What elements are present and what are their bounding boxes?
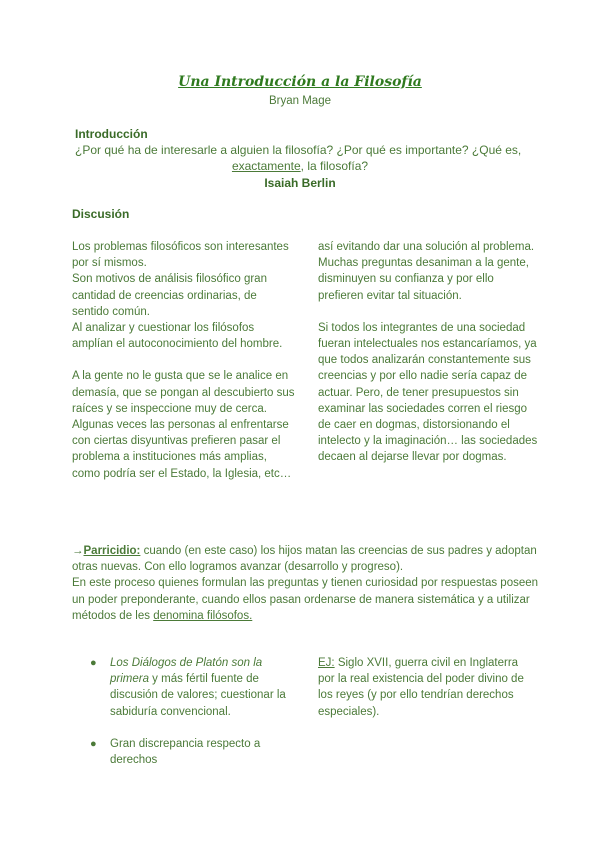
parricidio-paragraph-2 xyxy=(72,575,542,624)
document-author: Bryan Mage xyxy=(268,95,331,107)
intro-question-line2 xyxy=(0,159,600,173)
discussion-left-column xyxy=(72,239,297,482)
list-item xyxy=(90,736,290,768)
intro-question-underlined: exactamente xyxy=(231,159,301,173)
left-paragraph: A la gente no le gusta que se le analice en demasía, que se pongan al descubierto sus raíces y se inspeccione muy de cerca. xyxy=(72,370,295,415)
list-item xyxy=(90,655,290,720)
left-paragraph: Los problemas filosóficos son interesantes por sí mismos. xyxy=(72,241,289,270)
bullet-icon: ● xyxy=(90,657,97,669)
left-paragraph: Son motivos de análisis filosófico gran cantidad de creencias ordinarias, de sentido común. xyxy=(72,273,267,318)
bullet-icon: ● xyxy=(90,737,97,750)
bullet-italic: Los Diálogos de Platón son la primera xyxy=(110,657,263,686)
right-paragraph: Si todos los integrantes de una sociedad fueran intelectuales nos estancaríamos, ya que todos analizarán constantemente sus creencias y por ello nadie sería capaz de actuar. Pero, de tener presupuestos sin examinar las sociedades corren el riesgo de caer en dogmas, distorsionando el intelecto y la imaginación… las sociedades decaen al dejarse llevar por dogmas. xyxy=(318,321,538,464)
parricidio-paragraph xyxy=(72,543,542,575)
document-title: Una Introducción a la Filosofía xyxy=(178,74,422,90)
intro-heading: Introducción xyxy=(75,127,148,141)
intro-attribution: Isaiah Berlin xyxy=(264,176,336,190)
discussion-right-column xyxy=(318,239,540,466)
example-block xyxy=(318,655,533,720)
parricidio-term: Parricidio: xyxy=(83,545,141,557)
intro-question-rest: , la filosofía? xyxy=(300,159,369,173)
discussion-heading: Discusión xyxy=(72,207,130,221)
right-paragraph: así evitando dar una solución al problema. xyxy=(318,241,535,253)
example-label: EJ: xyxy=(318,657,335,669)
parricidio-section xyxy=(72,543,542,624)
example-text: Siglo XVII, guerra civil en Inglaterra por la real existencia del poder divino de los reyes (y por ello tendrían derechos especiales). xyxy=(318,657,524,718)
paragraph-gap xyxy=(318,304,540,320)
parricidio-underlined: denomina filósofos. xyxy=(153,609,253,622)
parricidio-text: cuando (en este caso) los hijos matan las creencias de sus padres y adoptan otras nuevas. Con ello logramos avanzar (desarrollo y progreso). xyxy=(72,545,537,574)
paragraph-gap xyxy=(72,352,297,368)
bullet-text: Gran discrepancia respecto a derechos xyxy=(110,737,261,767)
arrow-right-icon: → xyxy=(72,545,84,557)
left-paragraph: Algunas veces las personas al enfrentarse con ciertas disyuntivas prefieren pasar el problema a instituciones más amplias, como podría ser el Estado, la Iglesia, etc… xyxy=(72,419,292,480)
bullet-list xyxy=(90,655,290,784)
parricidio-text-2: En este proceso quienes formulan las preguntas y tienen curiosidad por respuestas poseen un poder preponderante, cuando ellos pasan ordenarse de manera sistemática y a utilizar métodos de les xyxy=(72,577,539,622)
left-paragraph: Al analizar y cuestionar los filósofos amplían el autoconocimiento del hombre. xyxy=(72,322,283,351)
bullet-text: y más fértil fuente de discusión de valores; cuestionar la sabiduría convencional. xyxy=(110,673,286,718)
right-paragraph: Muchas preguntas desaniman a la gente, disminuyen su confianza y por ello prefieren evitar tal situación. xyxy=(318,257,529,302)
intro-question-line1: ¿Por qué ha de interesarle a alguien la filosofía? ¿Por qué es importante? ¿Qué es, xyxy=(75,143,522,157)
